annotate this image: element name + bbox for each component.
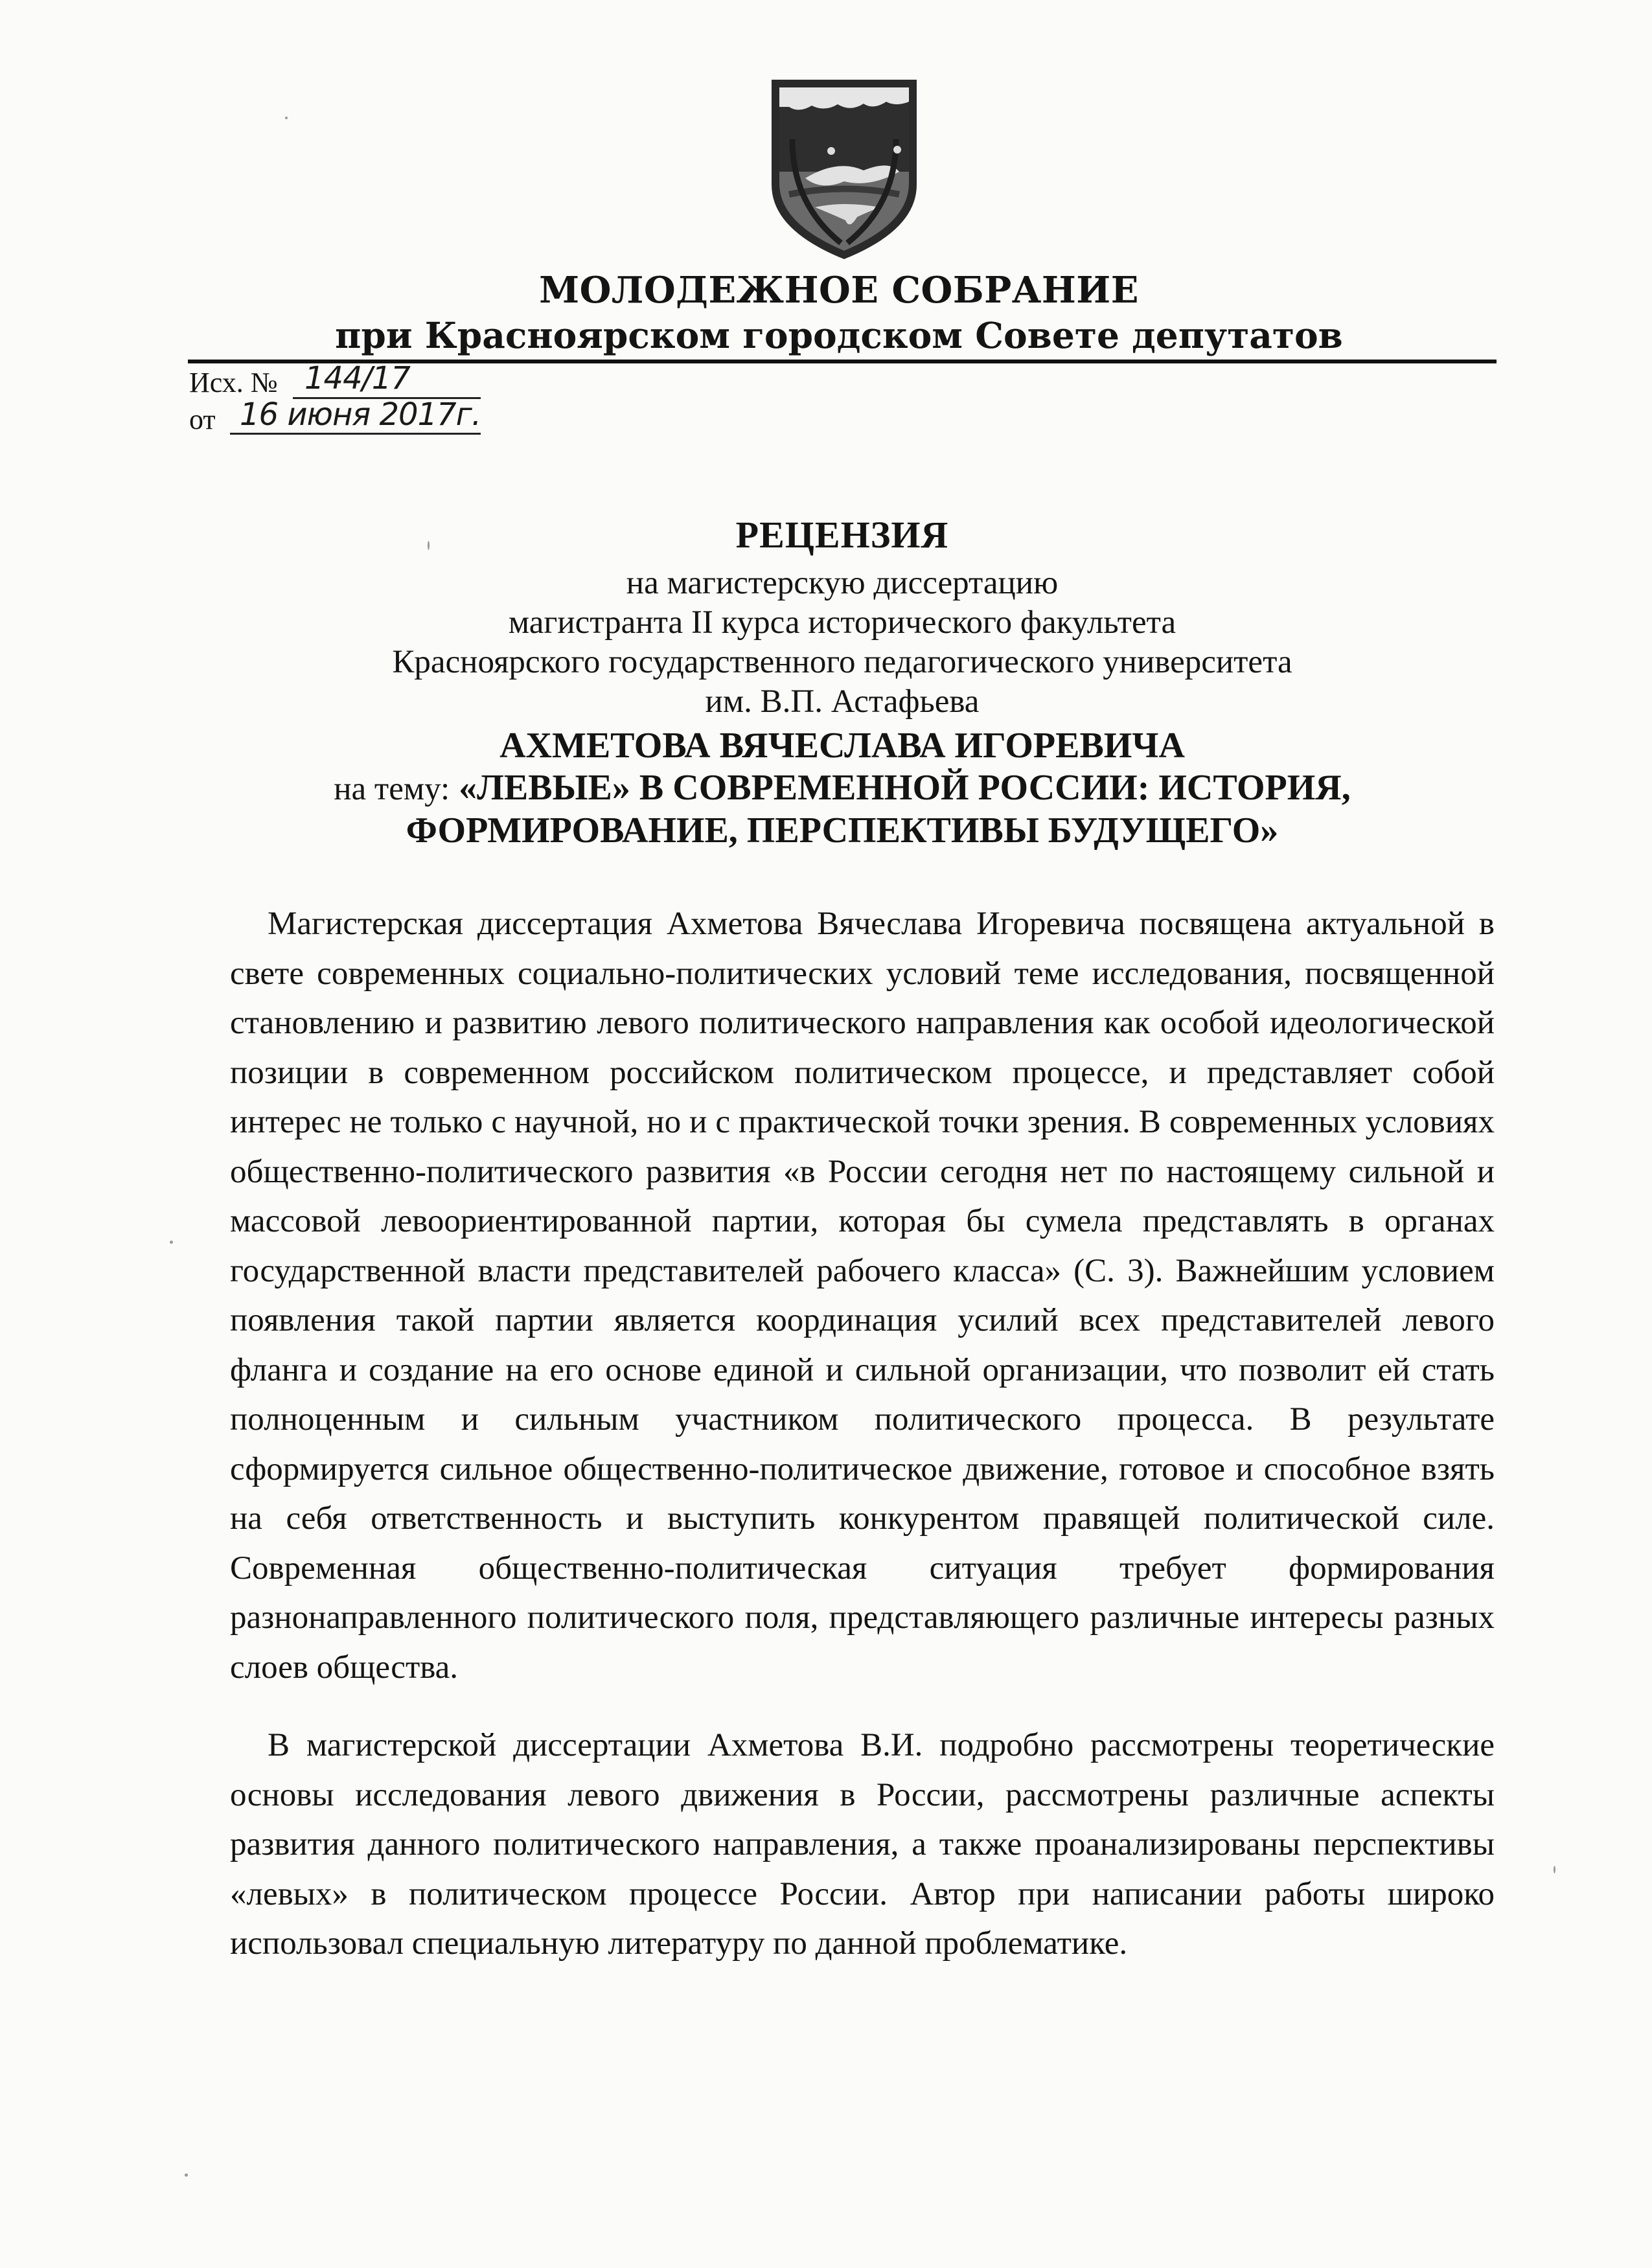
topic-text-1: «ЛЕВЫЕ» В СОВРЕМЕННОЙ РОССИИ: ИСТОРИЯ,	[459, 768, 1351, 808]
scan-speck	[285, 117, 288, 119]
body-paragraph-1: Магистерская диссертация Ахметова Вячеслава Игоревича посвящена актуальной в свете современных социально-политических условий теме исследования, посвященной становлению и развитию левого политического направления как особой идеологической позиции в современном российском политическом процессе, и представляет собой интерес не только с научной, но и с практической точки зрения. В современных условиях общественно-политического развития «в России сегодня нет по настоящему сильной и массовой левоориентированной партии, которая бы сумела представлять в органах государственной власти представителей рабочего класса» (С. 3). Важнейшим условием появления такой партии является координация усилий всех представителей левого фланга и создание на его основе единой и сильной организации, что позволит ей стать полноценным и сильным участником политического процесса. В результате сформируется сильное общественно-политическое движение, готовое и способное взять на себя ответственность и выступить конкурентом правящей политической силе. Современная общественно-политическая ситуация требует формирования разнонаправленного политического поля, представляющего различные интересы разных слоев общества.	[230, 906, 1495, 1686]
outgoing-number-value: 144/17	[304, 360, 410, 396]
topic-prefix: на тему:	[334, 771, 450, 807]
outgoing-number-row	[189, 365, 278, 401]
date-row	[189, 402, 216, 438]
scan-speck	[428, 541, 430, 550]
date-label: от	[189, 404, 216, 435]
organization-name: МОЛОДЕЖНОЕ СОБРАНИЕ	[539, 269, 1139, 312]
scan-speck	[170, 1241, 173, 1244]
organization-subtitle: при Красноярском городском Совете депутатов	[335, 314, 1343, 356]
review-title-block	[194, 512, 1490, 851]
review-body	[230, 899, 1495, 1969]
review-heading: РЕЦЕНЗИЯ	[735, 514, 949, 556]
title-line-3: Красноярского государственного педагогического университета	[392, 644, 1292, 680]
coat-of-arms-emblem	[766, 74, 922, 262]
scan-speck	[1554, 1866, 1555, 1873]
outgoing-number-label: Исх. №	[189, 367, 278, 398]
scan-speck	[185, 2173, 188, 2177]
student-name: АХМЕТОВА ВЯЧЕСЛАВА ИГОРЕВИЧА	[499, 726, 1185, 766]
topic-line-1	[194, 767, 1490, 810]
body-paragraph-2: В магистерской диссертации Ахметова В.И. подробно рассмотрены теоретические основы исследования левого движения в России, рассмотрены различные аспекты развития данного политического направления, а также проанализированы перспективы «левых» в политическом процессе России. Автор при написании работы широко использовал специальную литературу по данной проблематике.	[230, 1727, 1495, 1962]
date-value: 16 июня 2017г.	[240, 396, 481, 433]
shield-icon	[766, 74, 922, 262]
title-line-1: на магистерскую диссертацию	[626, 565, 1059, 601]
topic-line-2: ФОРМИРОВАНИЕ, ПЕРСПЕКТИВЫ БУДУЩЕГО»	[406, 810, 1279, 851]
title-line-4: им. В.П. Астафьева	[705, 683, 980, 720]
title-line-2: магистранта II курса исторического факультета	[508, 604, 1176, 641]
